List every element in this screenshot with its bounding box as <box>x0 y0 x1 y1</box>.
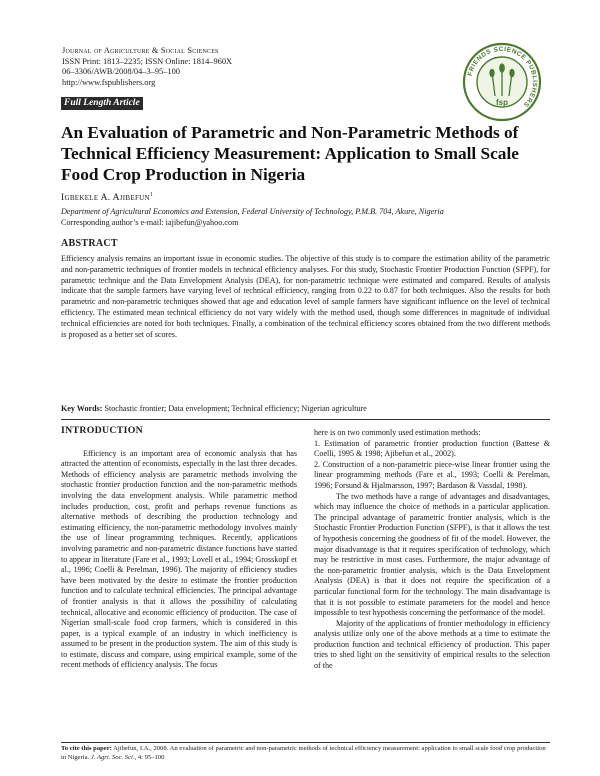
intro-paragraph: Efficiency is an important area of economic analysis that has attracted the attention of economists, especially in the last three decades. Methods of efficiency analysis are parametric methods involving the stochastic frontier production function and the non-parametric methods involving the data envelopment analysis. While parametric method includes production, cost, profit and perhaps revenue functions as alternative methods of describing the production technology and estimating efficiency, the non-parametric methodology involves mainly the use of linear programming techniques. Recently, applications involving parametric and non-parametric distance functions have started to appear in literature (Fare et al., 1993; Lovell et al., 1994; Grosskopf et al., 1996; Coelli & Perelman, 1996). The majority of efficiency studies have been motivated by the desire to estimate the frontier production function and to calculate technical efficiencies. The principal advantage of frontier analysis is that it allows the possibility of calculating technical, allocative and economic efficiency of production. The case of Nigerian small-scale food crop farmers, which is considered in this paper, is a typical example of an industry in which inefficiency is assumed to be present in the production system. The aim of this study is to estimate, discuss and compare, using empirical example, some of the recent methods of efficiency analysis. The focus <box>61 448 297 670</box>
keywords-divider <box>61 419 550 420</box>
journal-header <box>62 46 392 88</box>
article-type-banner: Full Length Article <box>61 97 143 110</box>
paper-title: An Evaluation of Parametric and Non-Parametric Methods of Technical Efficiency Measurement: Application to Small Scale Food Crop Production in Nigeria <box>61 123 519 184</box>
methods-item-1: 1. Estimation of parametric frontier production function (Battese & Coelli, 1995 & 1998; Ajibefun et al., 2002). <box>314 438 550 459</box>
journal-url[interactable]: http://www.fspublishers.org <box>62 77 156 87</box>
methods-item-2: 2. Construction of a non-parametric piece-wise linear frontier using the linear programming methods (Fare et al., 1993; Coelli & Perelman, 1996; Forsund & Hjalmarsson, 1997; Bardason & Vassdal, 1998). <box>314 459 550 490</box>
logo-ring-text: FRIENDS SCIENCE PUBLISHERS <box>466 45 539 109</box>
methods-paragraph-2: Majority of the applications of frontier methodology in efficiency analysis utilize only one of the above methods at a time to estimate the production function and technical efficiency of production. This paper tries to shed light on the sensitivity of empirical results to the selection of the <box>314 618 550 671</box>
right-column <box>314 428 550 672</box>
logo-monogram: fsp <box>496 98 508 107</box>
author-name: Igbekele A. Ajibefun <box>61 193 150 204</box>
citation-volume: 4: 95–100 <box>137 753 165 761</box>
footer-divider <box>61 742 550 743</box>
citation-footer <box>61 745 550 763</box>
corresponding-email: Corresponding author’s e-mail: iajibefun@yahoo.com <box>61 218 239 227</box>
citation-journal: J. Agri. Soc. Sci., <box>90 753 137 761</box>
abstract-text: Efficiency analysis remains an important issue in economic studies. The objective of this study is to compare the estimation ability of the parametric and non-parametric techniques of frontier models in technical efficiency analyses. For this study, Stochastic Frontier Production Function (SFPF), for parametric technique and the Data Envelopment Analysis (DEA), for non-parametric technique were estimated and compared. Results of analysis indicate that the sample farmers have varying level of technical efficiency, ranging from 0.22 to 0.87 for both techniques. Also the results for both parametric and non-parametric techniques showed that age and education level of sample farmers have significant influence on the level of technical efficiency. The estimated mean technical efficiency do not vary widely with the method used, though some differences in magnitude of individual technical efficiencies are noted for both techniques. Finally, a combination of the technical efficiency scores obtained from the two different methods is proposed as a better set of scores. <box>61 254 550 339</box>
introduction-heading: INTRODUCTION <box>61 425 143 436</box>
methods-lead: here is on two commonly used estimation methods: <box>314 428 481 437</box>
journal-ref: 06–3306/AWB/2008/04–3–95–100 <box>62 67 180 77</box>
citation-label: To cite this paper: <box>61 745 112 752</box>
author-superscript: 1 <box>149 192 154 198</box>
publisher-logo <box>462 42 542 122</box>
citation-text: Ajibefun, I.A., 2008. An evaluation of parametric and non-parametric methods of technical efficiency measurement: application to small scale food crop production in Nigeria. <box>61 745 546 761</box>
left-column <box>61 426 297 671</box>
keywords-label: Key Words: <box>61 404 103 413</box>
methods-paragraph-1: The two methods have a range of advantages and disadvantages, which may influence the choice of methods in a particular application. The principal advantage of parametric frontier analysis, which is the Stochastic Frontier Production Function (SFPF), is that it allows the test of hypothesis concerning the goodness of fit of the model. However, the major disadvantage is that it requires specification of technology, which may be restrictive in most cases. Furthermore, the major advantage of the non-parametric frontier analysis, which is the Data Envelopment Analysis (DEA) is that it does not require the specification of a particular functional form for the technology. The main disadvantage is that it is not possible to estimate parameters for the model and hence impossible to test hypothesis concerning the performance of the model. <box>314 491 550 618</box>
abstract-heading: ABSTRACT <box>61 238 118 249</box>
affiliation: Department of Agricultural Economics and Extension, Federal University of Technology, P.M.B. 704, Akure, Nigeria <box>61 207 444 216</box>
journal-issn: ISSN Print: 1813–2235; ISSN Online: 1814–960X <box>62 56 233 66</box>
author <box>61 192 153 203</box>
keywords-text: Stochastic frontier; Data envelopment; Technical efficiency; Nigerian agriculture <box>104 404 367 413</box>
keywords <box>61 404 550 415</box>
journal-name: Journal of Agriculture & Social Sciences <box>62 46 219 55</box>
